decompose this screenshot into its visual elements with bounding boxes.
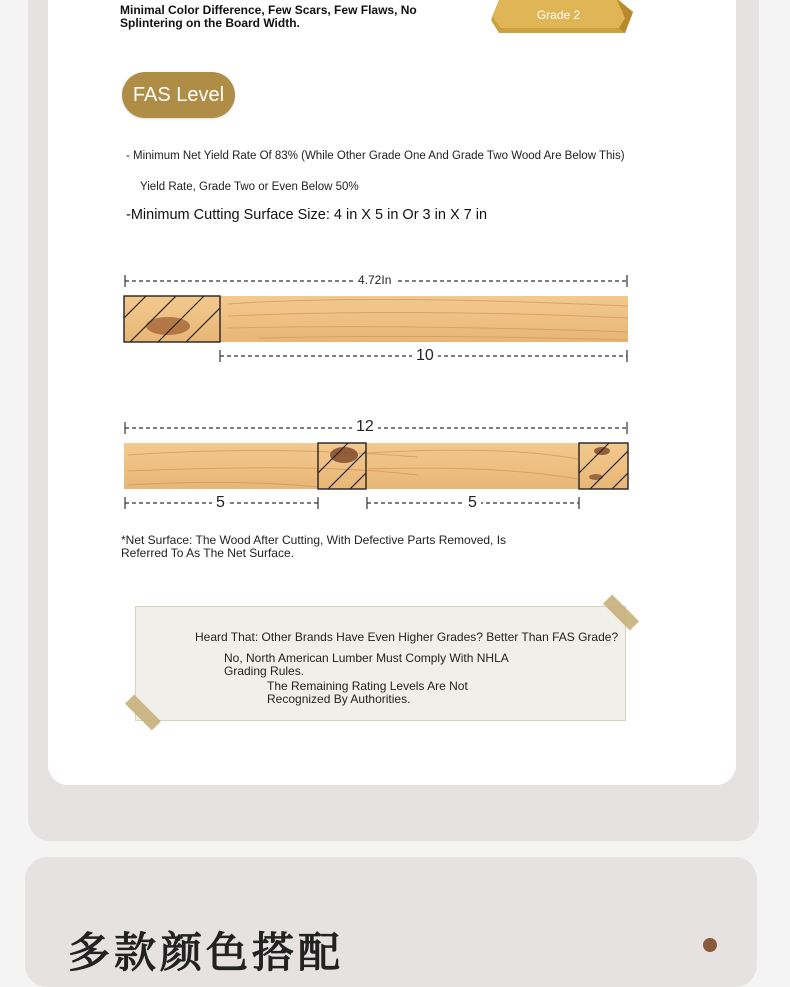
section-title: 多款颜色搭配: [68, 928, 345, 977]
cutting-diagram-1: [118, 268, 638, 368]
intro-line-1: Minimal Color Difference, Few Scars, Few Flaws, No: [120, 3, 417, 17]
net-surface-note: [121, 534, 521, 560]
diagram-1-bottom-label: 10: [412, 348, 438, 364]
faq-question: Heard That: Other Brands Have Even Higher Grades? Better Than FAS Grade?: [195, 630, 619, 644]
diagram-1-top-label: 4.72In: [354, 274, 395, 286]
intro-text: [120, 4, 440, 30]
faq-answer-line-3: The Remaining Rating Levels Are Not: [267, 679, 468, 693]
diagram-2-bottom-left-label: 5: [212, 495, 229, 511]
net-note-line-2: Referred To As The Net Surface.: [121, 546, 294, 560]
faq-note-card: [135, 606, 626, 721]
grade-2-label: Grade 2: [536, 8, 581, 22]
diagram-2-top-label: 12: [352, 419, 378, 435]
faq-answer-line-1: No, North American Lumber Must Comply With NHLA: [224, 651, 509, 665]
diagram-2-bottom-right-label: 5: [464, 495, 481, 511]
fas-bullet-1: - Minimum Net Yield Rate Of 83% (While Other Grade One And Grade Two Wood Are Below This): [126, 150, 625, 162]
grade-2-badge: [491, 0, 633, 34]
cutting-diagram-2: [118, 415, 638, 515]
faq-answer-line-2: Grading Rules.: [224, 664, 305, 678]
fas-bullet-2: -Minimum Cutting Surface Size: 4 in X 5 in Or 3 in X 7 in: [126, 207, 488, 223]
net-note-line-1: *Net Surface: The Wood After Cutting, With Defective Parts Removed, Is: [121, 533, 507, 547]
faq-answer-line-4: Recognized By Authorities.: [267, 692, 411, 706]
fas-bullet-1-continued: Yield Rate, Grade Two or Even Below 50%: [140, 181, 359, 193]
intro-line-2: Splintering on the Board Width.: [120, 16, 300, 30]
color-swatch-dot: [703, 938, 717, 952]
board-graphic: [118, 415, 638, 515]
fas-level-badge: FAS Level: [122, 72, 235, 118]
